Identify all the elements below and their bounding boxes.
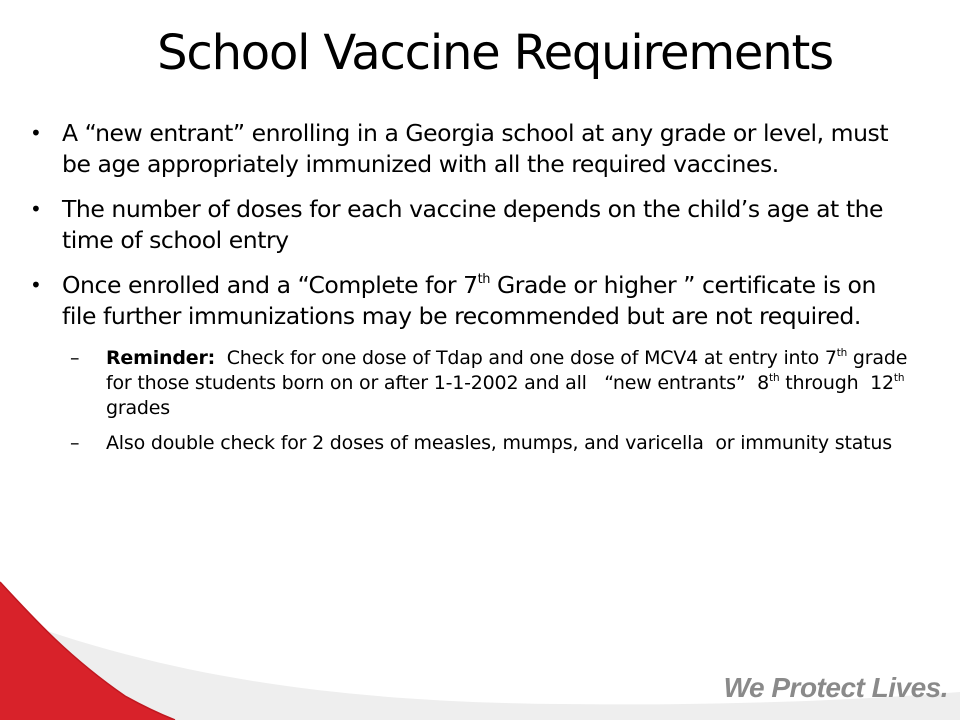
sub-bullet-text-part: Check for one dose of Tdap and one dose of MCV4 at entry into 7 <box>215 347 837 369</box>
bullet-marker: • <box>30 273 42 297</box>
reminder-label: Reminder: <box>106 347 216 369</box>
superscript: th <box>769 372 780 385</box>
bullet-text-part: Once enrolled and a “Complete for 7 <box>62 271 478 299</box>
bullet-text: The number of doses for each vaccine depends on the child’s age at the time of school entry <box>62 195 884 254</box>
sub-bullet-double-check <box>30 431 910 456</box>
footer-swoosh-light-band <box>0 614 960 720</box>
sub-bullet-text: Also double check for 2 doses of measles, mumps, and varicella or immunity status <box>106 432 892 454</box>
bullet-new-entrant <box>30 118 910 180</box>
sub-bullet-reminder <box>30 346 914 421</box>
sub-bullet-text-part: through 12 <box>779 372 894 394</box>
tagline: We Protect Lives. <box>723 672 948 703</box>
sub-bullet-text-part: grades <box>106 397 170 419</box>
slide-body <box>30 118 914 466</box>
superscript: th <box>836 347 848 360</box>
sub-bullet-marker: – <box>70 347 80 369</box>
slide-title: School Vaccine Requirements <box>157 25 833 81</box>
sub-bullet-text-part: grade for those students born on or after 1-1-2002 and all “new entrants” 8 <box>106 347 914 394</box>
bullet-text: A “new entrant” enrolling in a Georgia school at any grade or level, must be age appropriately immunized with all the required vaccines. <box>62 119 889 178</box>
bullet-number-of-doses <box>30 194 910 256</box>
superscript: th <box>477 272 490 288</box>
bullet-marker: • <box>30 121 42 145</box>
bullet-marker: • <box>30 197 42 221</box>
superscript: th <box>893 372 905 385</box>
bullet-once-enrolled <box>30 270 910 332</box>
sub-bullet-marker: – <box>70 432 80 454</box>
bullet-text-part: Grade or higher ” certificate is on file further immunizations may be recommended but are not required. <box>62 271 876 330</box>
